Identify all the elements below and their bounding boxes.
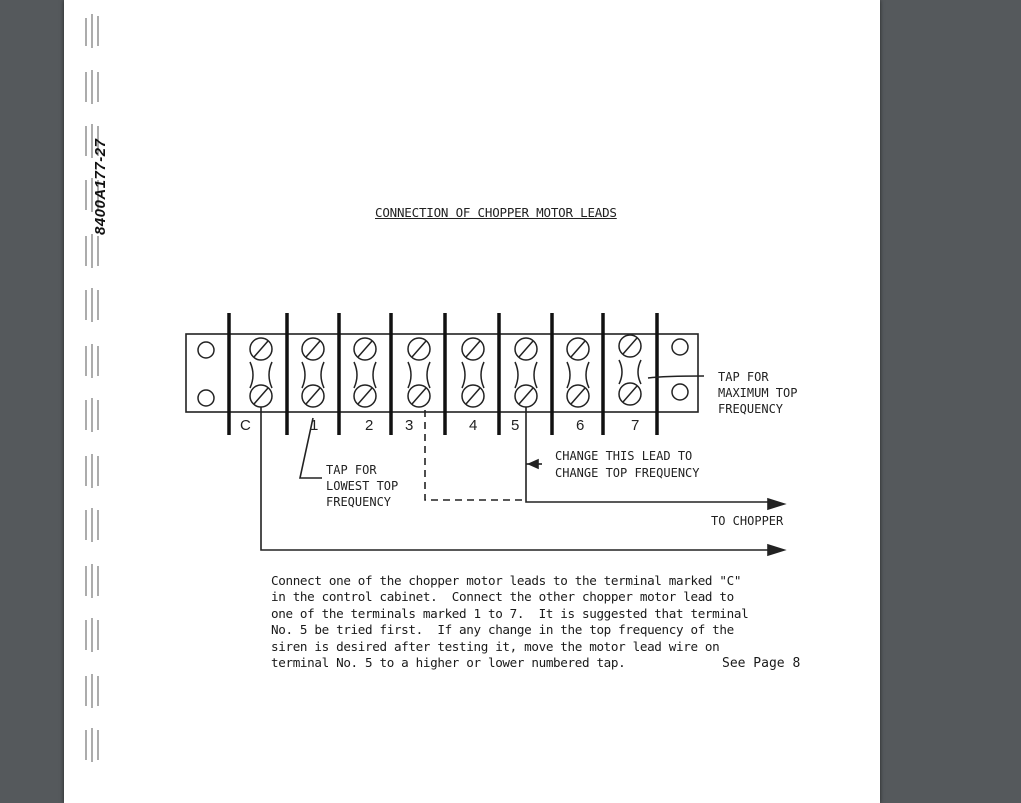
margin-note: 8400A177-27 [92, 138, 109, 235]
svg-text:TAP FOR: TAP FOR [326, 463, 377, 477]
svg-text:CHANGE TOP FREQUENCY: CHANGE TOP FREQUENCY [555, 466, 700, 480]
terminal-label-4: 4 [469, 417, 478, 434]
callout-change-lead [555, 449, 700, 480]
page-title: CONNECTION OF CHOPPER MOTOR LEADS [375, 205, 617, 220]
terminal-strip-diagram [64, 0, 880, 803]
callout-to-chopper: TO CHOPPER [711, 514, 784, 528]
terminal-label-7: 7 [631, 417, 640, 434]
svg-text:TAP FOR: TAP FOR [718, 370, 769, 384]
page-reference: See Page 8 [722, 656, 801, 671]
terminal-label-3: 3 [405, 417, 414, 434]
instruction-line: Connect one of the chopper motor leads to the terminal marked "C" [271, 573, 742, 588]
terminal-screw-4 [462, 338, 484, 407]
terminal-screw-2 [354, 338, 376, 407]
instruction-line: No. 5 be tried first. If any change in the top frequency of the [271, 622, 734, 638]
callout-lowest-tap [326, 463, 398, 509]
instruction-line: one of the terminals marked 1 to 7. It is suggested that terminal [271, 605, 749, 621]
terminal-screw-5 [515, 338, 537, 407]
instruction-line: in the control cabinet. Connect the other chopper motor lead to [271, 589, 734, 605]
callout-max-tap [718, 370, 797, 416]
terminal-screw-6 [567, 338, 589, 407]
terminal-screw-7 [619, 335, 641, 405]
instruction-line: terminal No. 5 to a higher or lower numbered tap. [271, 655, 626, 671]
terminal-labels [240, 417, 639, 434]
document-page [64, 0, 880, 803]
terminal-screw-1 [302, 338, 324, 407]
terminal-screw-c [250, 338, 272, 407]
svg-text:FREQUENCY: FREQUENCY [326, 495, 392, 509]
terminal-label-6: 6 [576, 417, 585, 434]
barrier-lines [229, 313, 657, 435]
instruction-line: siren is desired after testing it, move the motor lead wire on [271, 638, 720, 654]
terminal-screw-3 [408, 338, 430, 407]
svg-text:MAXIMUM TOP: MAXIMUM TOP [718, 386, 798, 400]
svg-text:FREQUENCY: FREQUENCY [718, 402, 784, 416]
terminal-label-2: 2 [365, 417, 374, 434]
svg-text:LOWEST TOP: LOWEST TOP [326, 479, 399, 493]
terminal-label-c: C [240, 417, 251, 434]
svg-text:CHANGE THIS LEAD TO: CHANGE THIS LEAD TO [555, 449, 693, 463]
terminal-label-5: 5 [511, 417, 520, 434]
terminal-label-1: 1 [310, 417, 319, 434]
